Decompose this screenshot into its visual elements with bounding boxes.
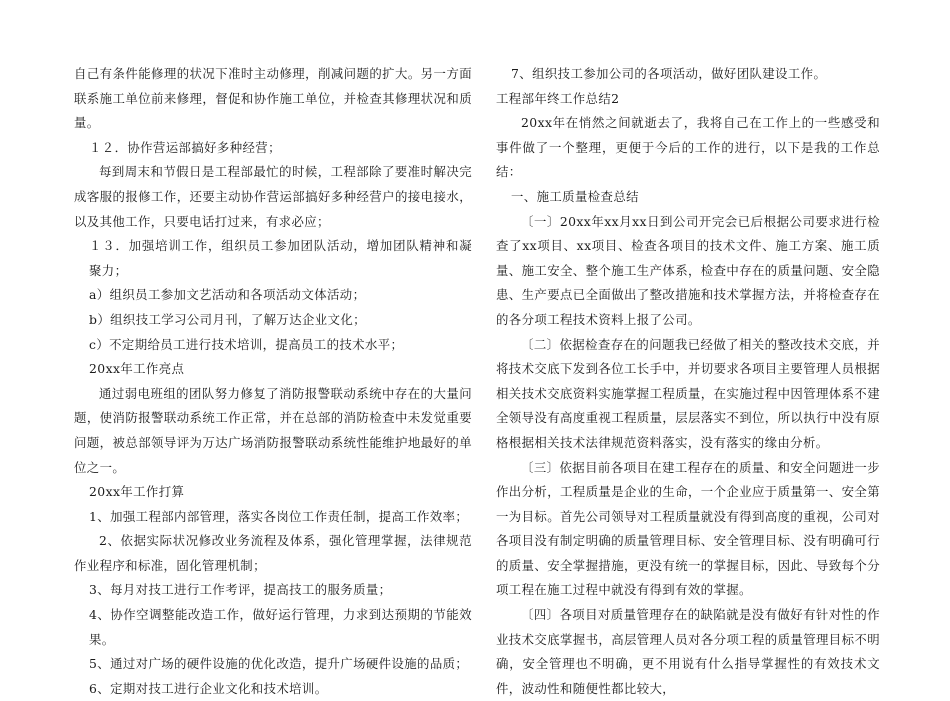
paragraph: a）组织员工参加文艺活动和各项活动文体活动； (89, 287, 366, 303)
section-heading: 一、施工质量检查总结 (511, 188, 639, 204)
right-column (496, 62, 880, 701)
paragraph: 〔三〕依据目前各项目在建工程存在的质量、和安全问题进一步作出分析，工程质量是企业的生命，一个企业应于质量第一、安全第一为目标。首先公司领导对工程质量就没有得到高度的重视，公司对各项目没有制定明确的质量管理目标、安全管理目标、没有明确可行的质量、安全掌握措施，更没有统一的掌握目标，因此、导致每个分项工程在施工过程中就没有得到有效的掌握。 (496, 459, 880, 598)
paragraph: 4、协作空调整能改造工作，做好运行管理，力求到达预期的节能效果。 (89, 607, 472, 647)
paragraph: 20xx年在悄然之间就逝去了，我将自己在工作上的一些感受和事件做了一个整理，更便于今后的工作的进行，以下是我的工作总结： (496, 115, 880, 180)
paragraph: 〔二〕依据检查存在的问题我已经做了相关的整改技术交底，并将技术交底下发到各位工长手中，并切要求各项目主要管理人员根据相关技术交底资料实施掌握工程质量，在实施过程中因管理体系不建全领导没有高度重视工程质量，层层落实不到位，所以执行中没有原格根据相关技术法律规范资料落实，没有落实的缘由分析。 (496, 336, 880, 450)
paragraph: 〔四〕各项目对质量管理存在的缺陷就是没有做好有针对性的作业技术交底掌握书，高层管理人员对各分项工程的质量管理目标不明确，安全管理也不明确，更不用说有什么指导掌握性的有效技术文件，波动性和随便性都比较大， (496, 607, 880, 696)
paragraph: 3、每月对技工进行工作考评，提高技工的服务质量； (89, 582, 392, 598)
left-column (74, 62, 472, 701)
paragraph: １２．协作营运部搞好多种经营； (89, 139, 281, 155)
paragraph: 自己有条件能修理的状况下准时主动修理，削减问题的扩大。另一方面联系施工单位前来修理，督促和协作施工单位，并检查其修理状况和质量。 (74, 66, 472, 131)
document-title: 工程部年终工作总结2 (496, 90, 620, 106)
section-heading: 20xx年工作打算 (89, 484, 185, 500)
paragraph: 7、组织技工参加公司的各项活动，做好团队建设工作。 (511, 66, 827, 81)
section-heading: 20xx年工作亮点 (89, 361, 185, 377)
paragraph: c）不定期给员工进行技术培训，提高员工的技术水平； (89, 336, 404, 352)
paragraph: 1、加强工程部内部管理，落实各岗位工作责任制，提高工作效率； (89, 508, 469, 524)
paragraph: 5、通过对广场的硬件设施的优化改造，提升广场硬件设施的品质； (89, 656, 469, 672)
paragraph: １３．加强培训工作，组织员工参加团队活动，增加团队精神和凝聚力； (89, 238, 472, 278)
paragraph: b）组织技工学习公司月刊，了解万达企业文化； (89, 311, 366, 327)
paragraph: 〔一〕20xx年xx月xx日到公司开完会已后根据公司要求进行检查了xx项目、xx项目、检查各项目的技术文件、施工方案、施工质量、施工安全、整个施工生产体系，检查中存在的质量问题、安全隐患、生产要点已全面做出了整改措施和技术掌握方法，并将检查存在的各分项工程技术资料上报了公司。 (496, 213, 880, 327)
paragraph: 每到周末和节假日是工程部最忙的时候，工程部除了要准时解决完成客服的报修工作，还要主动协作营运部搞好多种经营户的接电接水，以及其他工作，只要电话打过来，有求必应； (74, 164, 472, 229)
paragraph: 通过弱电班组的团队努力修复了消防报警联动系统中存在的大量问题，使消防报警联动系统工作正常，并在总部的消防检查中未发觉重要问题，被总部领导评为万达广场消防报警联动系统性能维护地最好的单位之一。 (74, 385, 472, 475)
paragraph: 2、依据实际状况修改业务流程及体系，强化管理掌握，法律规范作业程序和标准，固化管理机制； (74, 533, 472, 573)
paragraph: 6、定期对技工进行企业文化和技术培训。 (89, 680, 328, 696)
